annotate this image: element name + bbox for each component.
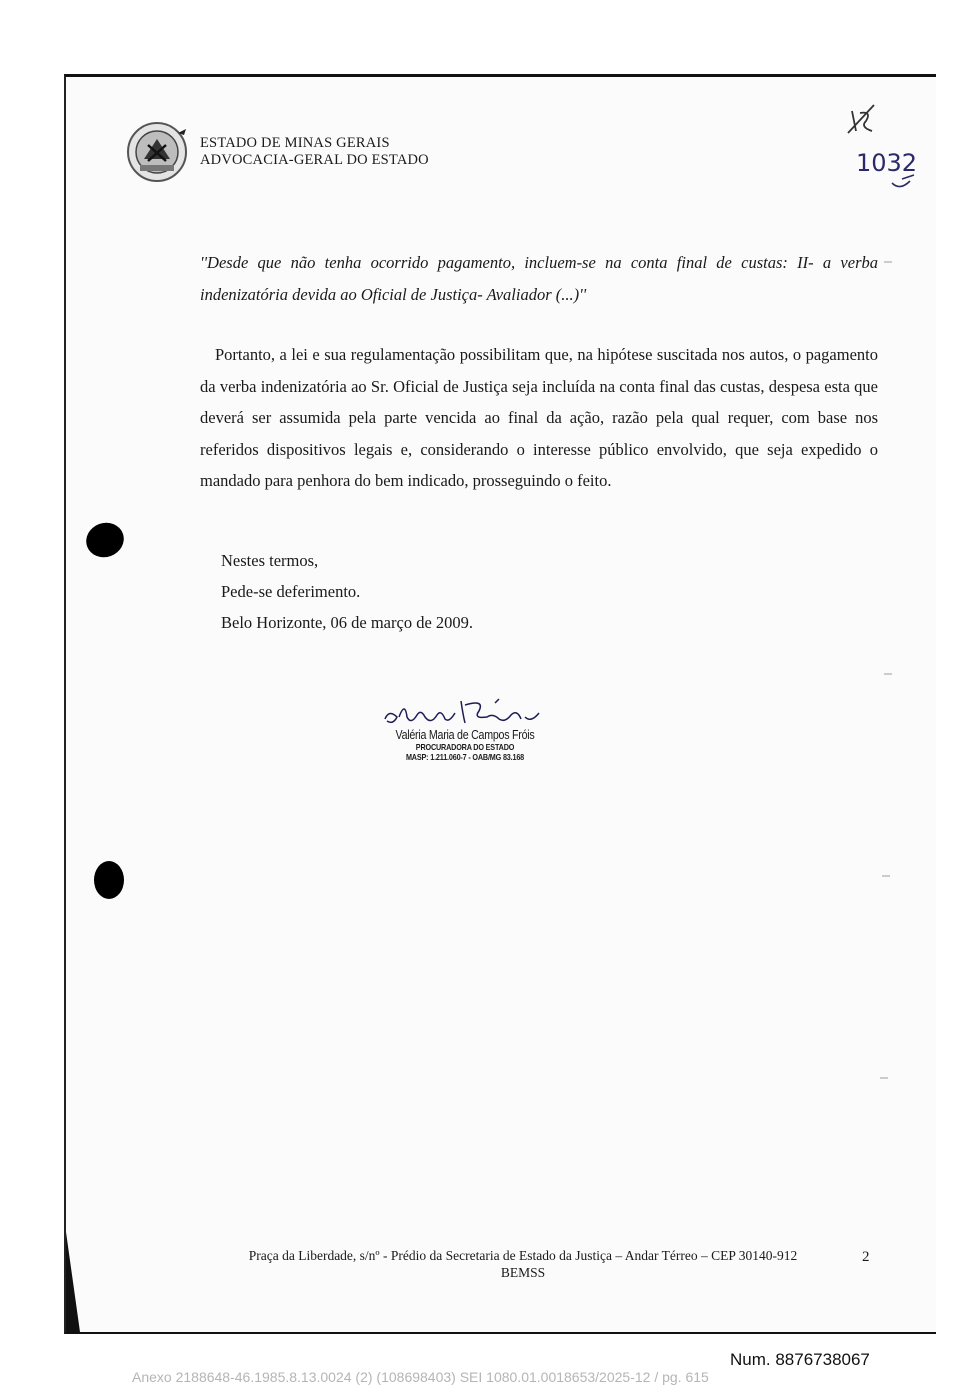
institution-header [200, 135, 429, 169]
document-page [64, 74, 936, 1334]
state-crest-icon [126, 121, 188, 183]
signer-registration: MASP: 1.211.060-7 - OAB/MG 83.168 [405, 752, 525, 762]
closing-place-date: Belo Horizonte, 06 de março de 2009. [221, 613, 474, 632]
signer-name: Valéria Maria de Campos Fróis [395, 727, 535, 742]
document-number-stamp: Num. 8876738067 [730, 1350, 870, 1369]
punch-hole-top [81, 518, 128, 563]
closing-block [221, 545, 473, 638]
punch-hole-bottom [94, 861, 124, 899]
legal-quote: ''Desde que não tenha ocorrido pagamento, incluem-se na conta final de custas: II- a verba indenizatória devida ao Oficial de Justiça- Avaliador (...)'' [200, 253, 878, 304]
crossed-number-icon [830, 99, 930, 199]
footer-address-line: Praça da Liberdade, s/nº - Prédio da Secretaria de Estado da Justiça – Andar Térreo – CEP 30140-912 [248, 1248, 798, 1263]
handwritten-signature-icon [375, 695, 555, 731]
scan-edge-shadow [66, 1232, 80, 1332]
header-agency: ADVOCACIA-GERAL DO ESTADO [200, 152, 429, 168]
scan-speck [884, 673, 892, 675]
scan-speck [884, 261, 892, 263]
signature-block [370, 695, 560, 762]
page-number: 2 [862, 1249, 870, 1265]
main-paragraph: Portanto, a lei e sua regulamentação possibilitam que, na hipótese suscitada nos autos, o pagamento da verba indenizatória ao Sr. Oficial de Justiça seja incluída na conta final das custas, despesa esta que deverá ser assumida pela parte vencida ao final da ação, razão pela qual requer, com base nos referidos dispositivos legais e, considerando o interesse público envolvido, que seja expedido o mandado para penhora do bem indicado, prosseguindo o feito. [200, 345, 878, 490]
signer-role: PROCURADORA DO ESTADO [415, 742, 515, 752]
closing-terms: Nestes termos, [221, 551, 319, 570]
annex-reference-stamp: Anexo 2188648-46.1985.8.13.0024 (2) (108698403) SEI 1080.01.0018653/2025-12 / pg. 615 [132, 1369, 709, 1385]
handwritten-page-mark [830, 99, 930, 199]
scan-speck [880, 1077, 888, 1079]
page-ref: 1032 [856, 149, 918, 177]
footer-unit: BEMSS [500, 1265, 546, 1280]
header-state: ESTADO DE MINAS GERAIS [200, 135, 390, 151]
scan-speck [882, 875, 890, 877]
closing-request: Pede-se deferimento. [221, 582, 361, 601]
footer-address [216, 1247, 830, 1281]
